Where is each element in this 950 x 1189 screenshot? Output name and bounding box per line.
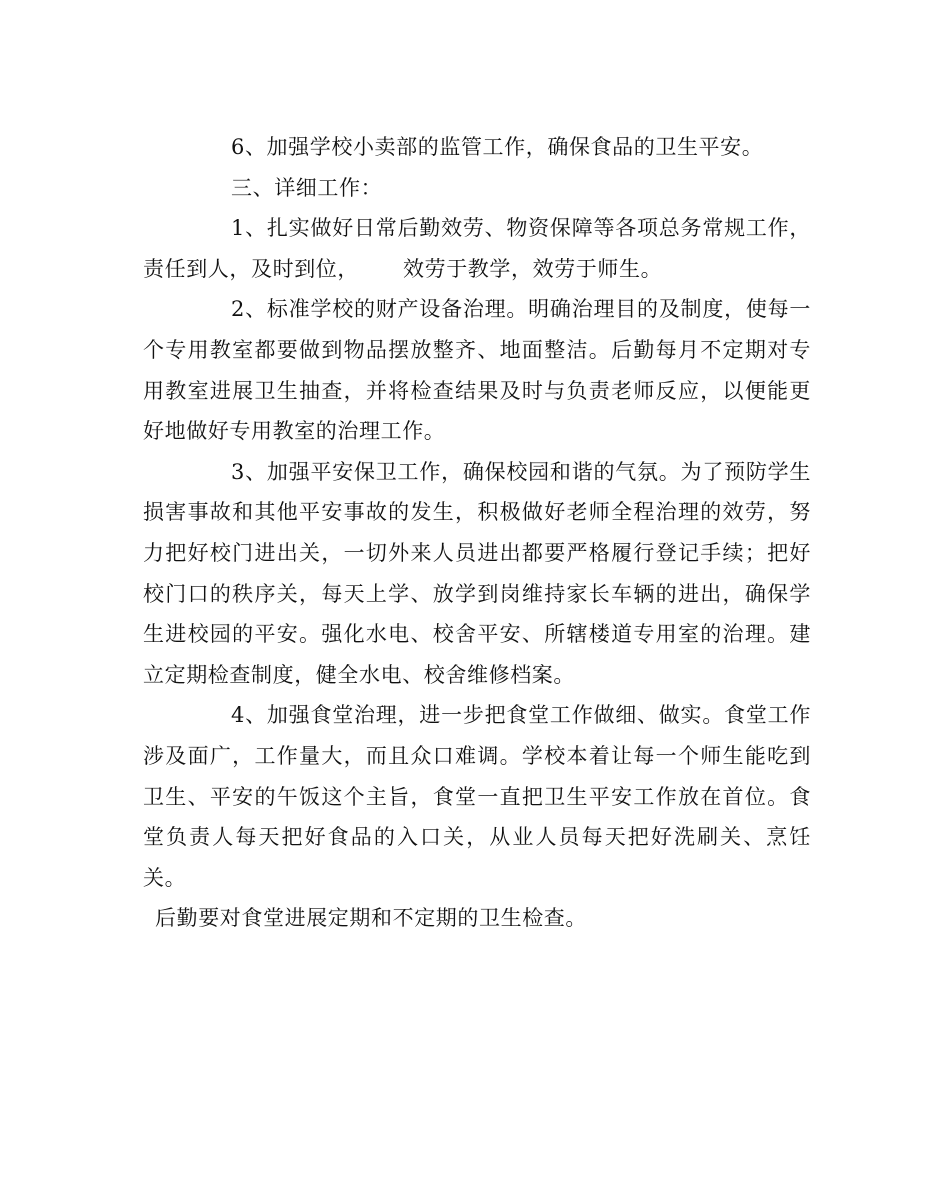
paragraph-work-4-continuation: 后勤要对食堂进展定期和不定期的卫生检查。 [155, 906, 587, 931]
paragraph-work-1-part-a: 1、扎实做好日常后勤效劳、物资保障等各项总务常规工作，责任到人，及时到位， [143, 216, 811, 281]
paragraph-work-3: 3、加强平安保卫工作，确保校园和谐的气氛。为了预防学生损害事故和其他平安事故的发生，积极做好老师全程治理的效劳，努力把好校门进出关，一切外来人员进出都要严格履行登记手续；把好校门口的秩序关，每天上学、放学到岗维持家长车辆的进出，确保学生进校园的平安。强化水电、校舍平安、所辖楼道专用室的治理。建立定期检查制度，健全水电、校舍维修档案。 [143, 459, 811, 687]
section-heading-specific-work: 三、详细工作： [231, 175, 383, 200]
paragraph-work-4: 4、加强食堂治理，进一步把食堂工作做细、做实。食堂工作涉及面广，工作量大，而且众口难调。学校本着让每一个师生能吃到卫生、平安的午饭这个主旨，食堂一直把卫生平安工作放在首位。食堂负责人每天把好食品的入口关，从业人员每天把好洗刷关、烹饪关。 [143, 703, 811, 890]
paragraph-work-2: 2、标准学校的财产设备治理。明确治理目的及制度，使每一个专用教室都要做到物品摆放整齐、地面整洁。后勤每月不定期对专用教室进展卫生抽查，并将检查结果及时与负责老师反应，以便能更好地做好专用教室的治理工作。 [143, 297, 811, 444]
paragraph-item-6: 6、加强学校小卖部的监管工作，确保食品的卫生平安。 [231, 135, 764, 159]
paragraph-work-1 [143, 208, 811, 289]
document-page [143, 127, 811, 939]
paragraph-work-1-part-b: 效劳于教学，效劳于师生。 [403, 256, 663, 281]
